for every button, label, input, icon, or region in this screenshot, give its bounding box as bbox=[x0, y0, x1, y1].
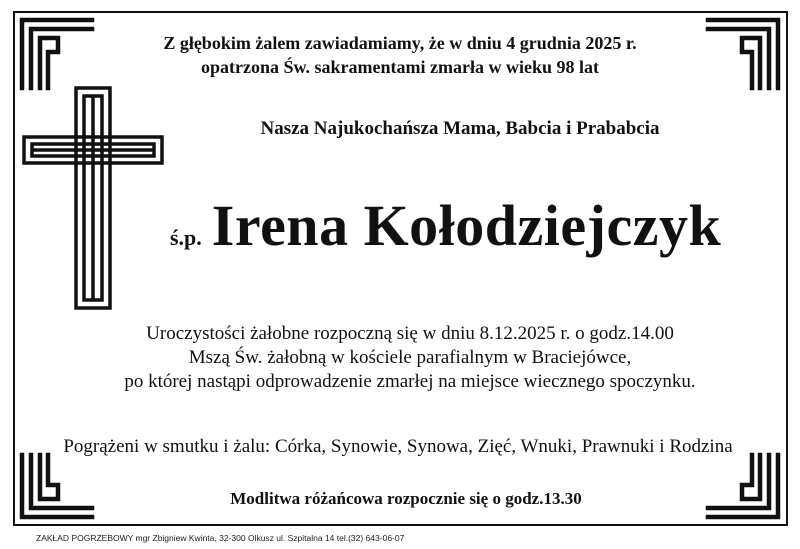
intro-line-2: opatrzona Św. sakramentami zmarła w wieku 98 lat bbox=[201, 57, 599, 77]
rosary-line: Modlitwa różańcowa rozpocznie się o godz.13.30 bbox=[230, 489, 582, 508]
ceremony-line-1: Uroczystości żałobne rozpoczną się w dniu 8.12.2025 r. o godz.14.00 bbox=[146, 323, 674, 344]
name-prefix: ś.p. bbox=[170, 225, 202, 250]
ceremony-line-3: po której nastąpi odprowadzenie zmarłej na miejsce wiecznego spoczynku. bbox=[124, 371, 696, 392]
funeral-home-footer: ZAKŁAD POGRZEBOWY mgr Zbigniew Kwinta, 32-300 Olkusz ul. Szpitalna 14 tel.(32) 643-06-07 bbox=[36, 533, 405, 543]
intro-line-1: Z głębokim żalem zawiadamiamy, że w dniu 4 grudnia 2025 r. bbox=[163, 33, 637, 53]
family-title: Nasza Najukochańsza Mama, Babcia i Prababcia bbox=[260, 118, 660, 139]
mourners-line: Pogrążeni w smutku i żalu: Córka, Synowie, Synowa, Zięć, Wnuki, Prawnuki i Rodzina bbox=[63, 436, 733, 457]
deceased-name: Irena Kołodziejczyk bbox=[211, 193, 722, 258]
deceased-name-row bbox=[170, 192, 721, 259]
ceremony-line-2: Mszą Św. żałobną w kościele parafialnym w Braciejówce, bbox=[188, 347, 632, 368]
